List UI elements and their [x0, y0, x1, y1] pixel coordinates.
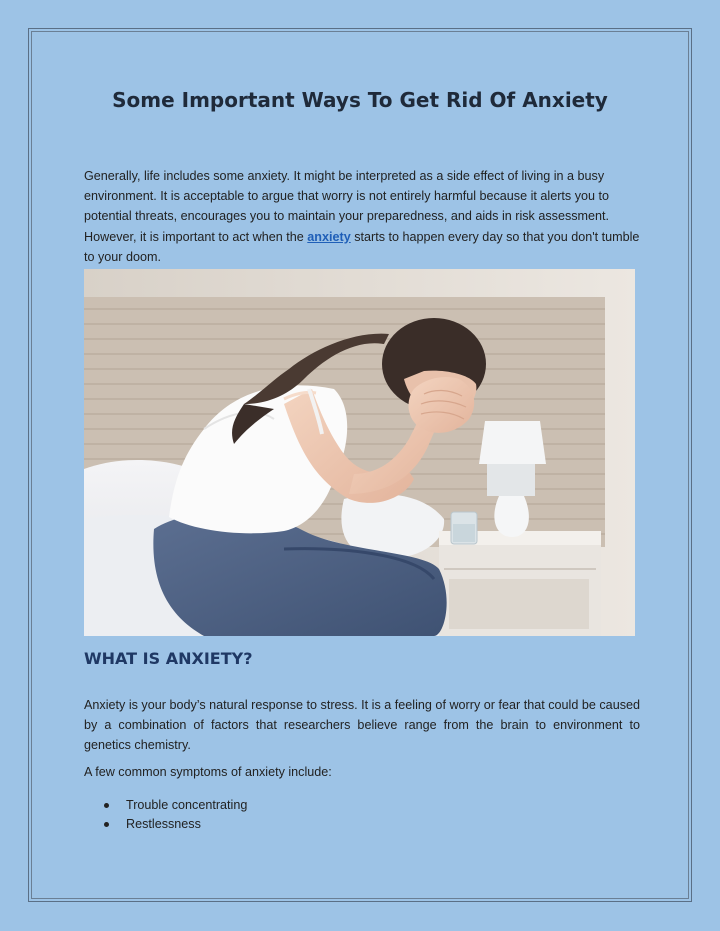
symptoms-list: [104, 796, 247, 833]
section-heading: WHAT IS ANXIETY?: [84, 649, 253, 668]
symptoms-intro: A few common symptoms of anxiety include:: [84, 765, 332, 779]
intro-text-after: starts to happen every day so that you don't tumble to your doom.: [84, 229, 640, 264]
anxiety-link[interactable]: anxiety: [307, 229, 351, 244]
page-title: Some Important Ways To Get Rid Of Anxiety: [112, 88, 608, 112]
list-item: [104, 796, 247, 815]
intro-paragraph: [84, 166, 640, 267]
list-item: [104, 815, 247, 834]
section-paragraph: Anxiety is your body’s natural response to stress. It is a feeling of worry or fear that could be caused by a combination of factors that researchers believe range from the brain to environment to genetics chemistry.: [84, 698, 640, 753]
list-item-text: Trouble concentrating: [126, 798, 248, 812]
bullet-icon: [104, 822, 109, 827]
intro-text-before: Generally, life includes some anxiety. It might be interpreted as a side effect of living in a busy environment. It is acceptable to argue that worry is not entirely harmful because it alerts you to potential threats, encourages you to maintain your preparedness, and aids in risk assessment. However, it is important to act when the: [84, 169, 610, 244]
bullet-icon: [104, 803, 109, 808]
anxious-woman-photo: [84, 269, 635, 636]
list-item-text: Restlessness: [126, 816, 201, 831]
